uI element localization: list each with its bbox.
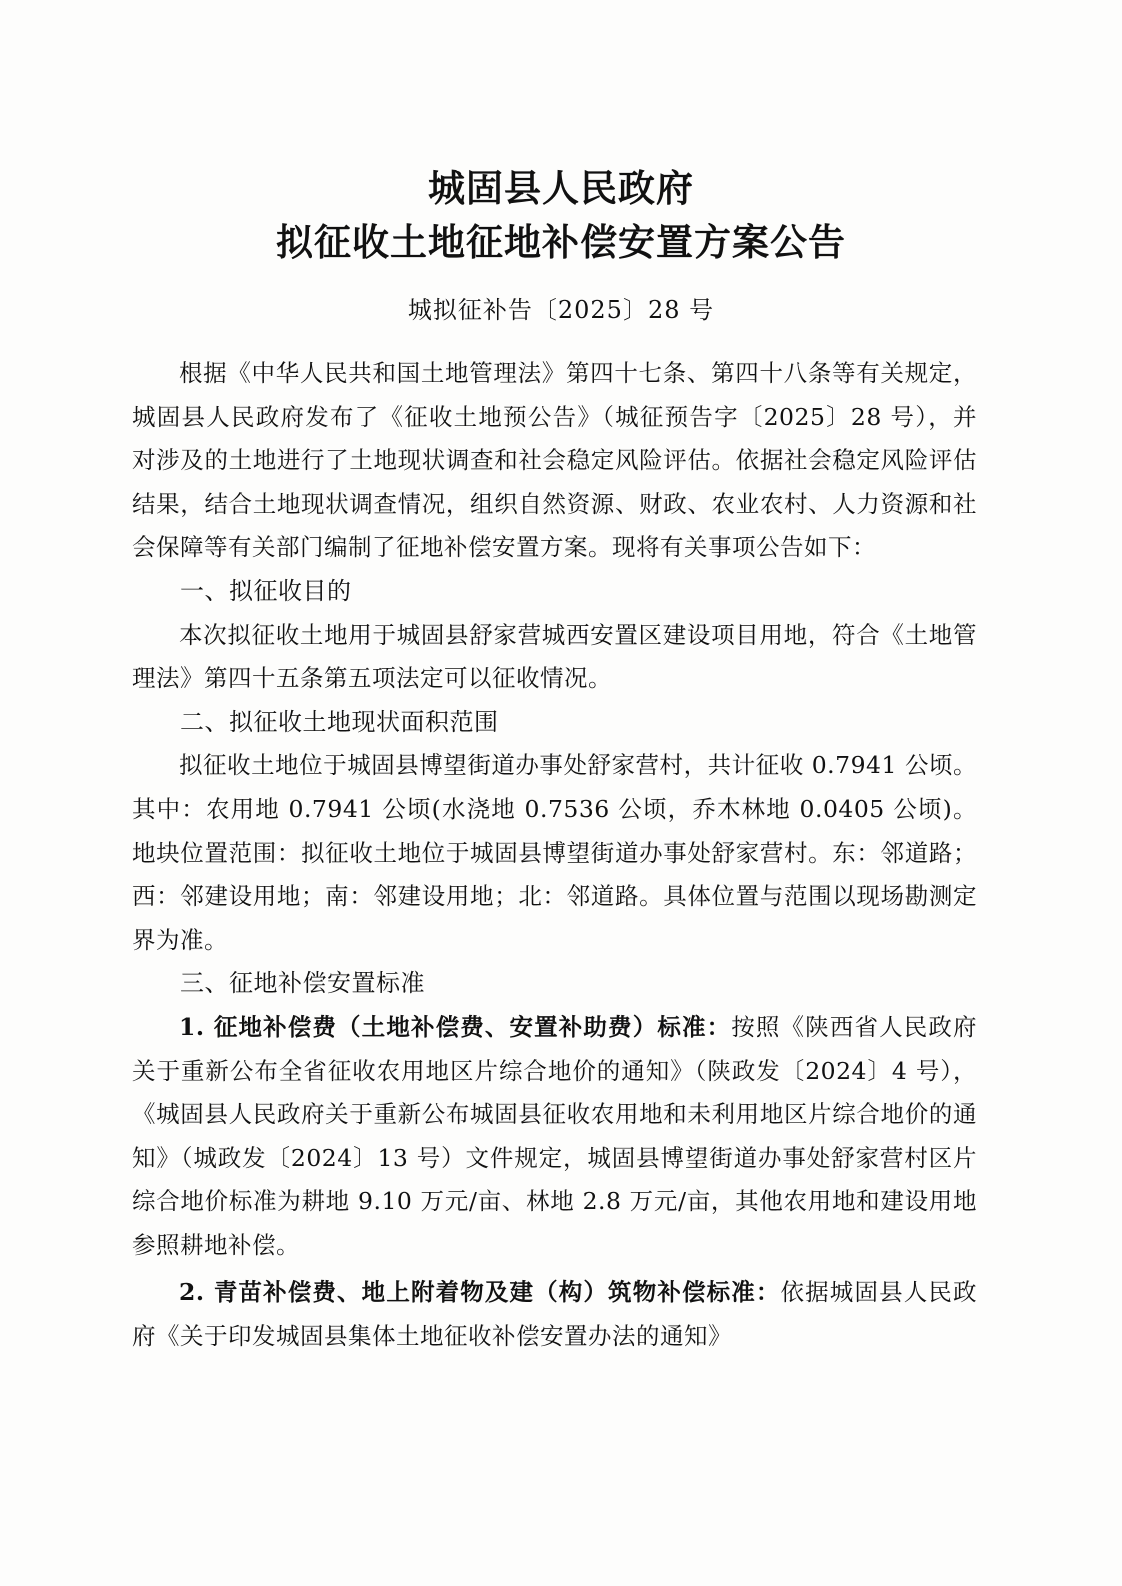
standard-item-2	[132, 1271, 977, 1358]
standard-item-1-text: 按照《陕西省人民政府关于重新公布全省征收农用地区片综合地价的通知》（陕政发〔2024〕4 号），《城固县人民政府关于重新公布城固县征收农用地和未利用地区片综合地价的通知》（城政发〔2024〕13 号）文件规定，城固县博望街道办事处舒家营村区片综合地价标准为耕地 9.10 万元/亩、林地 2.8 万元/亩，其他农用地和建设用地参照耕地补偿。	[132, 1012, 978, 1259]
document-body	[132, 352, 977, 1359]
standard-item-2-label: 2. 青苗补偿费、地上附着物及建（构）筑物补偿标准：	[179, 1278, 781, 1307]
section-heading-scope: 二、拟征收土地现状面积范围	[180, 707, 499, 736]
standard-item-2-text: 依据城固县人民政府《关于印发城固县集体土地征收补偿安置办法的通知》	[132, 1278, 977, 1351]
purpose-paragraph: 本次拟征收土地用于城固县舒家营城西安置区建设项目用地，符合《土地管理法》第四十五条第五项法定可以征收情况。	[132, 620, 977, 693]
document-number: 城拟征补告〔2025〕28 号	[407, 296, 715, 324]
section-heading-standards: 三、征地补偿安置标准	[180, 969, 425, 998]
intro-paragraph: 根据《中华人民共和国土地管理法》第四十七条、第四十八条等有关规定，城固县人民政府发布了《征收土地预公告》（城征预告字〔2025〕28 号），并对涉及的土地进行了土地现状调查和社会稳定风险评估。依据社会稳定风险评估结果，结合土地现状调查情况，组织自然资源、财政、农业农村、人力资源和社会保障等有关部门编制了征地补偿安置方案。现将有关事项公告如下：	[132, 359, 977, 562]
standard-item-1-label: 1. 征地补偿费（土地补偿费、安置补助费）标准：	[179, 1012, 732, 1041]
standard-item-1	[132, 1006, 977, 1268]
document-title-line2: 拟征收土地征地补偿安置方案公告	[276, 221, 846, 264]
section-heading-purpose: 一、拟征收目的	[180, 576, 352, 605]
scope-paragraph: 拟征收土地位于城固县博望街道办事处舒家营村，共计征收 0.7941 公顷。其中：农用地 0.7941 公顷(水浇地 0.7536 公顷，乔木林地 0.0405 公顷)。地块位置范围：拟征收土地位于城固县博望街道办事处舒家营村。东：邻道路；西：邻建设用地；南：邻建设用地；北：邻道路。具体位置与范围以现场勘测定界为准。	[132, 751, 977, 954]
document-title-line1: 城固县人民政府	[428, 167, 694, 210]
